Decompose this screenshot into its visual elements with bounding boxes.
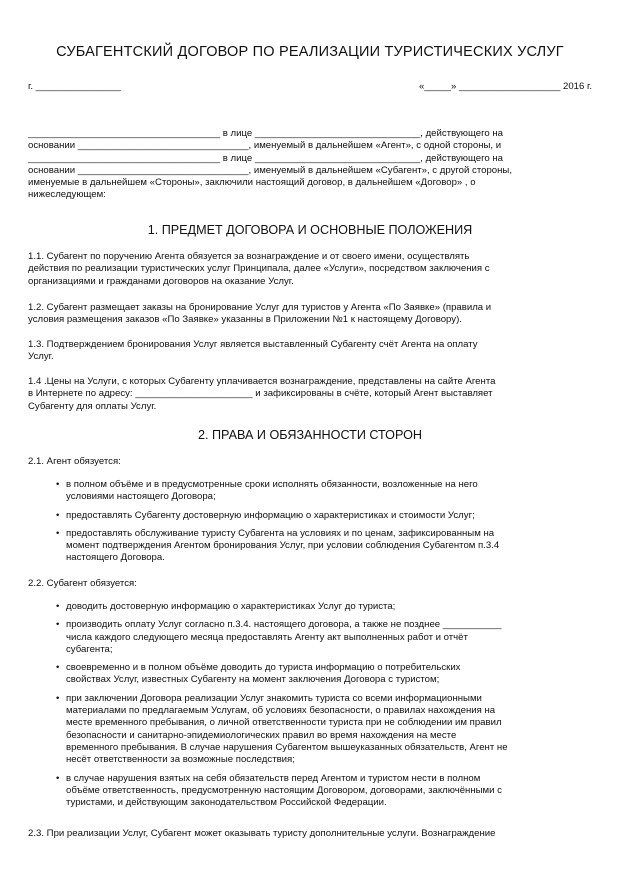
preamble [28,128,594,202]
preamble-line: ____________________________________ в лице _______________________________, действующего на [28,128,503,139]
clause-1-1: 1.1. Субагент по поручению Агента обязуется за вознаграждение и от своего имени, осуществлять действия по реализации туристических услуг Принципала, далее «Услуги», посредством заключения с организациями и гражданами договоров на оказание Услуг. [28,251,490,287]
preamble-line: ____________________________________ в лице _______________________________, действующего на [28,152,503,164]
agent-obligations-list [56,479,596,565]
list-item: • предоставлять обслуживание туристу Субагента на условиях и по ценам, зафиксированным на момент подтверждения Агентом бронирования Услуг, при условии соблюдения Субагентом п.3.4 настоящего Договора. [56,527,500,564]
preamble-line: именуемые в дальнейшем «Стороны», заключили настоящий договор, в дальнейшем «Договор» , о [28,177,476,189]
list-item: • доводить достоверную информацию о характеристиках Услуг до туриста; [56,601,396,612]
clause-1-2: 1.2. Субагент размещает заказы на бронирование Услуг для туристов у Агента «По Заявке» (правила и условия размещения заказов «По Заявке» указанны в Приложении №1 к настоящему Договору). [28,302,492,326]
clause-1-3: 1.3. Подтверждением бронирования Услуг является выставленный Субагенту счёт Агента на оплату Услуг. [28,339,478,363]
subagent-obligations-list [56,601,596,809]
section-1-heading: 1. ПРЕДМЕТ ДОГОВОРА И ОСНОВНЫЕ ПОЛОЖЕНИЯ [147,223,473,237]
list-item: • производить оплату Услуг согласно п.3.4. настоящего договора, а также не позднее ___________ числа каждого следующего месяца предоставлять Агенту акт выполненных работ и отчёт субагента; [56,619,502,655]
document-title: СУБАГЕНТСКИЙ ДОГОВОР ПО РЕАЛИЗАЦИИ ТУРИСТИЧЕСКИХ УСЛУГ [56,44,564,60]
list-item: • в случае нарушения взятых на себя обязательств перед Агентом и туристом нести в полном объёме ответственность, предусмотренную настоящим Договором, договорами, заключёнными с туристами, и действующим законодательством Российской Федерации. [56,772,502,809]
section-2-heading: 2. ПРАВА И ОБЯЗАННОСТИ СТОРОН [198,428,422,442]
clause-2-3: 2.3. При реализации Услуг, Субагент может оказывать туристу дополнительные услуги. Вознаграждение [28,828,496,839]
clause-1-4: 1.4 .Цены на Услуги, с которых Субагенту уплачивается вознаграждение, представлены на сайте Агента в Интернете по адресу: ______________________ и зафиксированы в счёте, который Агент выставляет Субагенту для оплаты Услуг. [28,376,496,412]
preamble-line: основании ________________________________, именуемый в дальнейшем «Субагент», с другой стороны, [28,164,512,176]
preamble-line: нижеследующем: [28,189,106,201]
list-item: • предоставлять Субагенту достоверную информацию о характеристиках и стоимости Услуг; [56,509,475,521]
list-item: • в полном объёме и в предусмотренные сроки исполнять обязанности, возложенные на него условиями настоящего Договора; [56,479,478,503]
list-item: • своевременно и в полном объёме доводить до туриста информацию о потребительских свойствах Услуг, известных Субагенту на момент заключения Договора с туристом; [56,662,461,686]
date-field: «_____» ___________________ 2016 г. [418,81,592,92]
city-field: г. ________________ [28,81,122,92]
list-item: • при заключении Договора реализации Услуг знакомить туриста со всеми информационными материалами по предлагаемым Услугам, об условиях безопасности, о правилах нахождения на месте временного пребывания, о личной ответственности туриста при не соблюдении им правил безопасности и санитарно-эпидемиологических правил во время нахождения на месте временного пребывания. В случае нарушения Субагентом вышеуказанных обязательств, Агент не несёт ответственности за возможные последствия; [56,692,508,766]
clause-2-1: 2.1. Агент обязуется: [28,456,121,467]
clause-2-2: 2.2. Субагент обязуется: [28,578,137,589]
preamble-line: основании ________________________________, именуемый в дальнейшем «Агент», с одной стороны, и [28,140,502,152]
